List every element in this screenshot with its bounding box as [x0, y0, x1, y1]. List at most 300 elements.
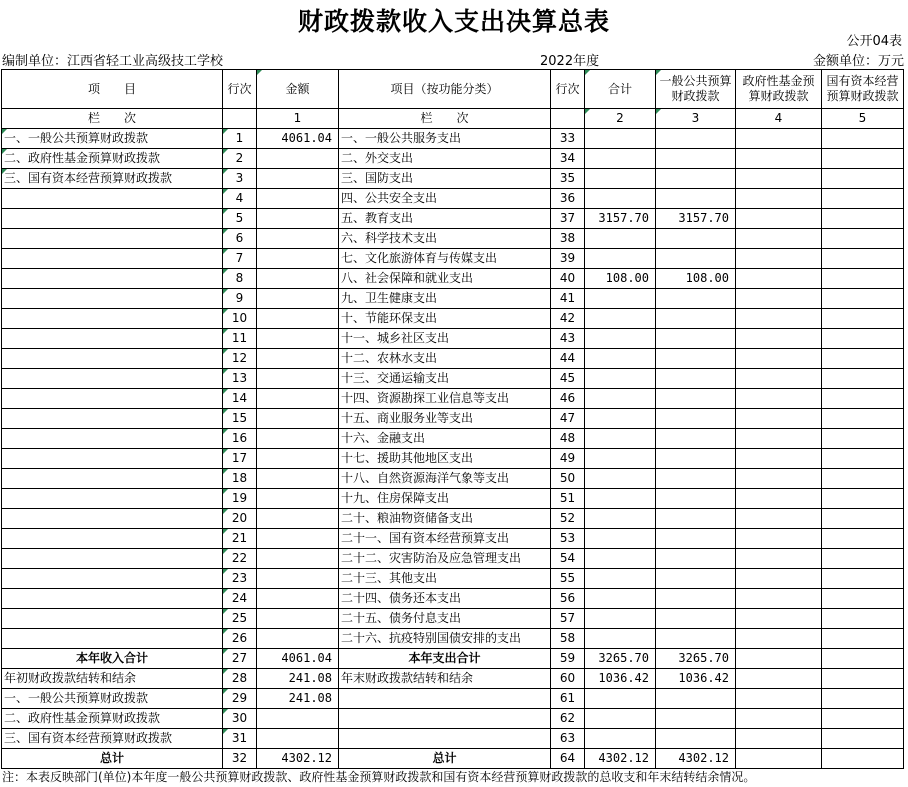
expense-general [656, 709, 736, 729]
expense-soe [822, 569, 904, 589]
expense-item: 四、公共安全支出 [339, 189, 551, 209]
header-row-no: 行次 [223, 70, 257, 109]
table-row [2, 709, 904, 729]
expense-general [656, 329, 736, 349]
expense-row-no: 42 [551, 309, 585, 329]
expense-total [585, 509, 656, 529]
expense-soe [822, 549, 904, 569]
expense-item: 七、文化旅游体育与传媒支出 [339, 249, 551, 269]
expense-total [585, 689, 656, 709]
expense-general [656, 629, 736, 649]
income-item [2, 329, 223, 349]
income-row-no: 32 [223, 749, 257, 769]
expense-fund [736, 469, 822, 489]
expense-total [585, 149, 656, 169]
expense-row-no: 43 [551, 329, 585, 349]
income-item: 一、一般公共预算财政拨款 [2, 129, 223, 149]
income-amount [257, 589, 339, 609]
expense-item: 十一、城乡社区支出 [339, 329, 551, 349]
expense-soe [822, 469, 904, 489]
expense-row-no: 55 [551, 569, 585, 589]
expense-row-no: 51 [551, 489, 585, 509]
expense-general: 1036.42 [656, 669, 736, 689]
income-item [2, 309, 223, 329]
income-amount [257, 329, 339, 349]
report-title: 财政拨款收入支出决算总表 [297, 7, 610, 36]
income-item: 总计 [2, 749, 223, 769]
expense-total [585, 609, 656, 629]
income-row-no: 6 [223, 229, 257, 249]
index-col-3: 3 [656, 109, 736, 129]
expense-fund [736, 529, 822, 549]
expense-item: 八、社会保障和就业支出 [339, 269, 551, 289]
expense-total: 108.00 [585, 269, 656, 289]
expense-item: 二、外交支出 [339, 149, 551, 169]
expense-soe [822, 309, 904, 329]
expense-row-no: 40 [551, 269, 585, 289]
expense-soe [822, 389, 904, 409]
income-amount: 241.08 [257, 669, 339, 689]
expense-fund [736, 329, 822, 349]
income-row-no: 16 [223, 429, 257, 449]
income-amount [257, 449, 339, 469]
income-item [2, 589, 223, 609]
table-row [2, 489, 904, 509]
expense-fund [736, 669, 822, 689]
expense-row-no: 34 [551, 149, 585, 169]
expense-general [656, 529, 736, 549]
income-item [2, 249, 223, 269]
expense-item: 三、国防支出 [339, 169, 551, 189]
expense-item: 二十四、债务还本支出 [339, 589, 551, 609]
expense-soe [822, 369, 904, 389]
expense-general [656, 449, 736, 469]
expense-general [656, 729, 736, 749]
expense-general [656, 349, 736, 369]
income-amount: 4061.04 [257, 129, 339, 149]
expense-general [656, 189, 736, 209]
expense-soe [822, 169, 904, 189]
expense-general [656, 429, 736, 449]
income-item [2, 369, 223, 389]
table-row [2, 169, 904, 189]
index-col-1: 1 [257, 109, 339, 129]
index-col-4: 4 [736, 109, 822, 129]
income-item [2, 629, 223, 649]
expense-row-no: 60 [551, 669, 585, 689]
expense-total [585, 329, 656, 349]
income-amount [257, 209, 339, 229]
expense-item: 九、卫生健康支出 [339, 289, 551, 309]
expense-general [656, 569, 736, 589]
expense-item: 六、科学技术支出 [339, 229, 551, 249]
income-item [2, 229, 223, 249]
expense-item: 十八、自然资源海洋气象等支出 [339, 469, 551, 489]
expense-total [585, 729, 656, 749]
expense-total [585, 169, 656, 189]
expense-item: 五、教育支出 [339, 209, 551, 229]
income-row-no: 4 [223, 189, 257, 209]
expense-total [585, 129, 656, 149]
income-amount [257, 309, 339, 329]
expense-general [656, 129, 736, 149]
expense-total [585, 309, 656, 329]
expense-general [656, 369, 736, 389]
expense-fund [736, 149, 822, 169]
income-row-no: 29 [223, 689, 257, 709]
expense-fund [736, 489, 822, 509]
expense-row-no: 45 [551, 369, 585, 389]
income-amount [257, 609, 339, 629]
income-item [2, 509, 223, 529]
expense-soe [822, 249, 904, 269]
expense-row-no: 54 [551, 549, 585, 569]
table-row [2, 229, 904, 249]
expense-soe [822, 669, 904, 689]
expense-row-no: 61 [551, 689, 585, 709]
expense-item: 二十三、其他支出 [339, 569, 551, 589]
form-code: 公开04表 [846, 34, 902, 49]
income-amount [257, 269, 339, 289]
income-item [2, 189, 223, 209]
expense-item: 十二、农林水支出 [339, 349, 551, 369]
expense-fund [736, 169, 822, 189]
income-item [2, 569, 223, 589]
income-amount [257, 349, 339, 369]
expense-row-no: 52 [551, 509, 585, 529]
expense-total: 4302.12 [585, 749, 656, 769]
table-row [2, 269, 904, 289]
income-amount [257, 509, 339, 529]
index-left-empty [223, 109, 257, 129]
expense-soe [822, 629, 904, 649]
expense-item: 二十五、债务付息支出 [339, 609, 551, 629]
index-right-label: 栏 次 [339, 109, 551, 129]
income-amount [257, 229, 339, 249]
expense-fund [736, 389, 822, 409]
expense-general [656, 249, 736, 269]
expense-item: 二十一、国有资本经营预算支出 [339, 529, 551, 549]
expense-item: 二十、粮油物资储备支出 [339, 509, 551, 529]
expense-row-no: 58 [551, 629, 585, 649]
expense-row-no: 46 [551, 389, 585, 409]
income-row-no: 13 [223, 369, 257, 389]
income-item [2, 289, 223, 309]
expense-soe [822, 489, 904, 509]
income-amount [257, 249, 339, 269]
table-row [2, 329, 904, 349]
table-row [2, 569, 904, 589]
index-left-label: 栏 次 [2, 109, 223, 129]
income-item [2, 209, 223, 229]
income-row-no: 25 [223, 609, 257, 629]
income-amount [257, 489, 339, 509]
expense-soe [822, 649, 904, 669]
expense-total [585, 389, 656, 409]
expense-item: 十七、援助其他地区支出 [339, 449, 551, 469]
income-row-no: 7 [223, 249, 257, 269]
expense-fund [736, 229, 822, 249]
expense-fund [736, 369, 822, 389]
table-row [2, 449, 904, 469]
expense-total [585, 369, 656, 389]
expense-total [585, 249, 656, 269]
expense-soe [822, 749, 904, 769]
income-item [2, 469, 223, 489]
income-amount [257, 169, 339, 189]
expense-item: 二十二、灾害防治及应急管理支出 [339, 549, 551, 569]
table-row [2, 669, 904, 689]
income-amount [257, 629, 339, 649]
table-row [2, 429, 904, 449]
table-row [2, 689, 904, 709]
income-amount [257, 469, 339, 489]
income-item: 二、政府性基金预算财政拨款 [2, 149, 223, 169]
expense-fund [736, 569, 822, 589]
expense-total [585, 709, 656, 729]
index-col-5: 5 [822, 109, 904, 129]
expense-total [585, 529, 656, 549]
expense-row-no: 64 [551, 749, 585, 769]
header-fund: 政府性基金预算财政拨款 [736, 70, 822, 109]
expense-general: 3157.70 [656, 209, 736, 229]
expense-general: 3265.70 [656, 649, 736, 669]
expense-general [656, 229, 736, 249]
income-amount [257, 549, 339, 569]
expense-row-no: 59 [551, 649, 585, 669]
expense-soe [822, 729, 904, 749]
expense-total [585, 289, 656, 309]
income-amount [257, 389, 339, 409]
expense-soe [822, 609, 904, 629]
expense-soe [822, 189, 904, 209]
expense-general [656, 489, 736, 509]
income-amount [257, 149, 339, 169]
expense-general [656, 169, 736, 189]
index-row [2, 109, 904, 129]
expense-item: 本年支出合计 [339, 649, 551, 669]
income-row-no: 22 [223, 549, 257, 569]
income-amount [257, 729, 339, 749]
expense-soe [822, 289, 904, 309]
expense-fund [736, 209, 822, 229]
expense-soe [822, 529, 904, 549]
expense-row-no: 49 [551, 449, 585, 469]
expense-item [339, 729, 551, 749]
expense-fund [736, 509, 822, 529]
expense-fund [736, 589, 822, 609]
income-row-no: 2 [223, 149, 257, 169]
expense-item [339, 689, 551, 709]
expense-row-no: 35 [551, 169, 585, 189]
expense-general [656, 469, 736, 489]
table-row [2, 749, 904, 769]
income-amount: 241.08 [257, 689, 339, 709]
expense-row-no: 57 [551, 609, 585, 629]
expense-soe [822, 129, 904, 149]
expense-general [656, 689, 736, 709]
expense-item: 十九、住房保障支出 [339, 489, 551, 509]
expense-soe [822, 149, 904, 169]
income-item: 三、国有资本经营预算财政拨款 [2, 729, 223, 749]
table-row [2, 369, 904, 389]
income-item [2, 529, 223, 549]
index-right-empty [551, 109, 585, 129]
expense-fund [736, 549, 822, 569]
table-row [2, 289, 904, 309]
header-item: 项 目 [2, 70, 223, 109]
footnote: 注：本表反映部门(单位)本年度一般公共预算财政拨款、政府性基金预算财政拨款和国有资本经营预算财政拨款的总收支和年末结转结余情况。 [2, 770, 756, 784]
expense-soe [822, 229, 904, 249]
income-row-no: 27 [223, 649, 257, 669]
expense-total [585, 409, 656, 429]
expense-fund [736, 429, 822, 449]
expense-row-no: 53 [551, 529, 585, 549]
summary-table [1, 69, 904, 769]
expense-total [585, 569, 656, 589]
table-row [2, 609, 904, 629]
expense-general: 4302.12 [656, 749, 736, 769]
expense-general [656, 549, 736, 569]
expense-general [656, 409, 736, 429]
expense-total [585, 589, 656, 609]
expense-fund [736, 449, 822, 469]
expense-item: 年末财政拨款结转和结余 [339, 669, 551, 689]
expense-general [656, 609, 736, 629]
expense-fund [736, 689, 822, 709]
table-row [2, 389, 904, 409]
income-item [2, 269, 223, 289]
header-row-no-2: 行次 [551, 70, 585, 109]
expense-fund [736, 629, 822, 649]
income-item [2, 389, 223, 409]
income-item [2, 549, 223, 569]
expense-soe [822, 689, 904, 709]
income-row-no: 3 [223, 169, 257, 189]
expense-general [656, 289, 736, 309]
income-amount [257, 529, 339, 549]
income-amount [257, 409, 339, 429]
expense-item [339, 709, 551, 729]
expense-fund [736, 409, 822, 429]
header-row [2, 70, 904, 109]
expense-total [585, 429, 656, 449]
compiling-unit: 编制单位：江西省轻工业高级技工学校 [2, 54, 224, 69]
income-row-no: 18 [223, 469, 257, 489]
expense-fund [736, 249, 822, 269]
table-row [2, 309, 904, 329]
expense-row-no: 37 [551, 209, 585, 229]
expense-row-no: 48 [551, 429, 585, 449]
income-amount: 4061.04 [257, 649, 339, 669]
income-amount: 4302.12 [257, 749, 339, 769]
expense-total [585, 189, 656, 209]
income-item: 本年收入合计 [2, 649, 223, 669]
expense-row-no: 62 [551, 709, 585, 729]
expense-total [585, 549, 656, 569]
expense-soe [822, 709, 904, 729]
expense-fund [736, 709, 822, 729]
income-row-no: 14 [223, 389, 257, 409]
expense-soe [822, 509, 904, 529]
expense-total [585, 629, 656, 649]
table-row [2, 409, 904, 429]
table-row [2, 649, 904, 669]
expense-fund [736, 649, 822, 669]
expense-soe [822, 589, 904, 609]
income-amount [257, 569, 339, 589]
income-item [2, 429, 223, 449]
expense-item: 二十六、抗疫特别国债安排的支出 [339, 629, 551, 649]
income-item: 二、政府性基金预算财政拨款 [2, 709, 223, 729]
income-amount [257, 189, 339, 209]
expense-row-no: 56 [551, 589, 585, 609]
expense-fund [736, 129, 822, 149]
expense-item: 一、一般公共服务支出 [339, 129, 551, 149]
table-row [2, 549, 904, 569]
report-meta [2, 50, 906, 68]
income-row-no: 17 [223, 449, 257, 469]
expense-total: 3157.70 [585, 209, 656, 229]
table-row [2, 509, 904, 529]
expense-total [585, 489, 656, 509]
income-row-no: 28 [223, 669, 257, 689]
income-row-no: 12 [223, 349, 257, 369]
income-row-no: 26 [223, 629, 257, 649]
expense-fund [736, 309, 822, 329]
expense-row-no: 44 [551, 349, 585, 369]
expense-general [656, 589, 736, 609]
expense-row-no: 47 [551, 409, 585, 429]
table-row [2, 149, 904, 169]
expense-item: 十六、金融支出 [339, 429, 551, 449]
report-year: 2022年度 [540, 54, 600, 69]
expense-general [656, 509, 736, 529]
income-amount [257, 709, 339, 729]
expense-item: 十、节能环保支出 [339, 309, 551, 329]
header-amount: 金额 [257, 70, 339, 109]
expense-soe [822, 329, 904, 349]
income-item [2, 409, 223, 429]
income-row-no: 5 [223, 209, 257, 229]
money-unit: 金额单位：万元 [812, 54, 904, 69]
income-row-no: 1 [223, 129, 257, 149]
header-total: 合计 [585, 70, 656, 109]
income-item [2, 349, 223, 369]
income-row-no: 19 [223, 489, 257, 509]
income-row-no: 15 [223, 409, 257, 429]
expense-total [585, 469, 656, 489]
income-row-no: 30 [223, 709, 257, 729]
income-item: 三、国有资本经营预算财政拨款 [2, 169, 223, 189]
expense-fund [736, 289, 822, 309]
header-soe: 国有资本经营预算财政拨款 [822, 70, 904, 109]
expense-row-no: 63 [551, 729, 585, 749]
table-row [2, 189, 904, 209]
income-row-no: 24 [223, 589, 257, 609]
income-amount [257, 429, 339, 449]
expense-total [585, 349, 656, 369]
income-amount [257, 369, 339, 389]
expense-item: 十三、交通运输支出 [339, 369, 551, 389]
table-row [2, 629, 904, 649]
table-row [2, 589, 904, 609]
income-item: 年初财政拨款结转和结余 [2, 669, 223, 689]
expense-soe [822, 349, 904, 369]
expense-soe [822, 449, 904, 469]
expense-fund [736, 189, 822, 209]
expense-fund [736, 729, 822, 749]
